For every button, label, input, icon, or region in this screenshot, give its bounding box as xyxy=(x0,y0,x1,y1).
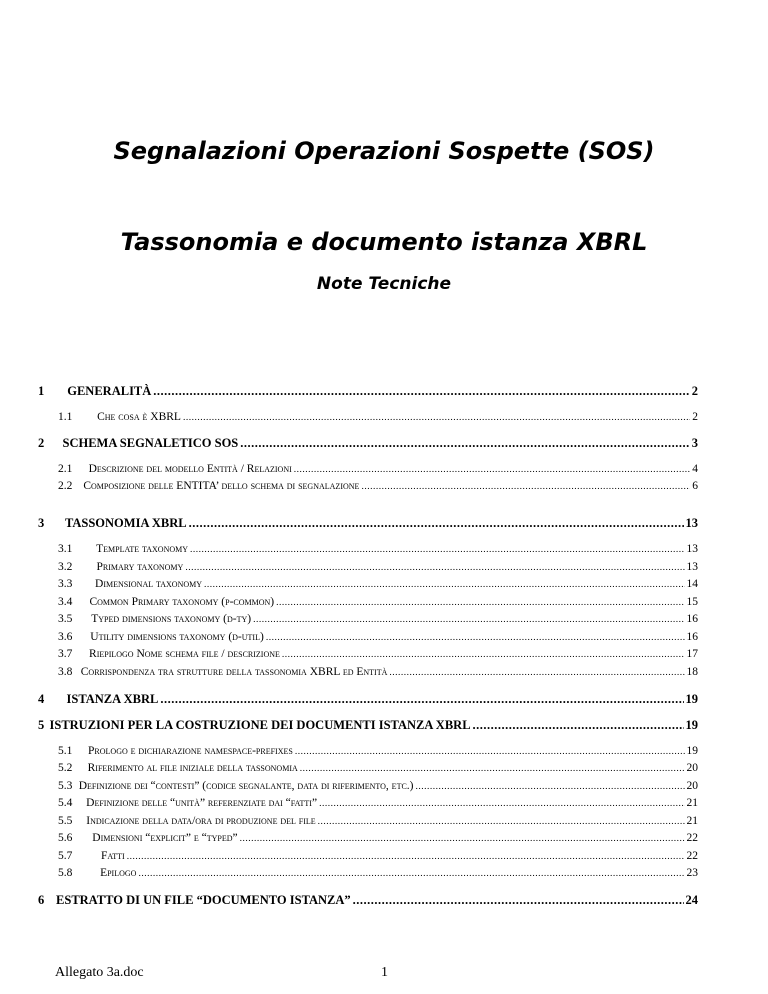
toc-entry-page: 18 xyxy=(686,666,698,678)
toc-dot-leader xyxy=(153,384,689,399)
toc-entry-label: Dimensional taxonomy xyxy=(95,578,203,590)
toc-entry-number: 3.7 xyxy=(58,648,73,660)
toc-entry-number: 5.4 xyxy=(58,797,73,809)
toc-entry-number: 3.3 xyxy=(58,578,73,590)
document-subtitle: Tassonomia e documento istanza XBRL xyxy=(120,228,648,256)
toc-section-entry[interactable] xyxy=(38,384,698,399)
toc-entry-page: 2 xyxy=(692,411,698,423)
toc-subsection-entry[interactable] xyxy=(58,797,698,809)
toc-dot-leader xyxy=(240,834,685,844)
toc-entry-label: GENERALITÀ xyxy=(67,384,152,398)
toc-entry-page: 20 xyxy=(686,762,698,774)
toc-entry-page: 20 xyxy=(686,780,698,792)
toc-dot-leader xyxy=(300,764,685,774)
footer-file-name: Allegato 3a.doc xyxy=(55,965,144,980)
toc-entry-page: 13 xyxy=(686,561,698,573)
toc-dot-leader xyxy=(160,692,683,707)
toc-dot-leader xyxy=(353,893,684,908)
toc-dot-leader xyxy=(240,436,690,451)
toc-entry-number: 5.5 xyxy=(58,815,73,827)
toc-entry-number: 3.1 xyxy=(58,543,73,555)
toc-subsection-entry[interactable] xyxy=(58,832,698,844)
toc-entry-page: 24 xyxy=(685,893,698,907)
toc-section-entry[interactable] xyxy=(38,893,698,908)
toc-dot-leader xyxy=(361,482,690,492)
toc-dot-leader xyxy=(276,598,684,608)
toc-subsection-entry[interactable] xyxy=(58,543,698,555)
toc-entry-page: 6 xyxy=(692,480,698,492)
toc-dot-leader xyxy=(266,633,685,643)
toc-entry-page: 19 xyxy=(686,745,698,757)
toc-entry-number: 5.3 xyxy=(58,780,73,792)
toc-subsection-entry[interactable] xyxy=(58,596,698,608)
toc-entry-label: SCHEMA SEGNALETICO SOS xyxy=(62,436,239,450)
toc-dot-leader xyxy=(190,545,684,555)
document-title: Segnalazioni Operazioni Sospette (SOS) xyxy=(113,137,655,165)
toc-dot-leader xyxy=(253,615,684,625)
toc-entry-label: Prologo e dichiarazione namespace-prefixes xyxy=(88,745,293,757)
toc-dot-leader xyxy=(282,650,685,660)
toc-entry-page: 21 xyxy=(686,815,698,827)
toc-subsection-entry[interactable] xyxy=(58,480,698,492)
toc-entry-number: 3.6 xyxy=(58,631,73,643)
toc-section-entry[interactable] xyxy=(38,516,698,531)
toc-subsection-entry[interactable] xyxy=(58,762,698,774)
toc-entry-label: Common Primary taxonomy (p-common) xyxy=(89,596,275,608)
toc-entry-label: Corrispondenza tra strutture della tassonomia XBRL ed Entità xyxy=(80,666,388,678)
toc-entry-number: 3.8 xyxy=(58,666,73,678)
toc-subsection-entry[interactable] xyxy=(58,463,698,475)
toc-entry-page: 16 xyxy=(686,631,698,643)
toc-entry-number: 5.1 xyxy=(58,745,73,757)
toc-dot-leader xyxy=(295,747,685,757)
toc-entry-number: 1 xyxy=(38,384,45,398)
toc-subsection-entry[interactable] xyxy=(58,666,698,678)
toc-entry-label: Composizione delle ENTITA’ dello schema di segnalazione xyxy=(83,480,360,492)
toc-entry-number: 5 xyxy=(38,718,45,732)
toc-entry-number: 4 xyxy=(38,692,45,706)
toc-entry-page: 13 xyxy=(686,543,698,555)
toc-entry-label: Riferimento al file iniziale della tassonomia xyxy=(87,762,298,774)
toc-dot-leader xyxy=(185,563,684,573)
toc-entry-number: 2.2 xyxy=(58,480,73,492)
toc-entry-label: Che cosa è XBRL xyxy=(97,411,181,423)
toc-subsection-entry[interactable] xyxy=(58,850,698,862)
toc-entry-page: 13 xyxy=(685,516,698,530)
toc-entry-label: Definizione dei “contesti” (codice segnalante, data di riferimento, etc.) xyxy=(78,780,414,792)
toc-entry-label: Dimensioni “explicit” e “typed” xyxy=(92,832,238,844)
toc-entry-number: 6 xyxy=(38,893,45,907)
toc-entry-page: 15 xyxy=(686,596,698,608)
toc-entry-label: Epilogo xyxy=(100,867,137,879)
toc-entry-page: 23 xyxy=(686,867,698,879)
toc-subsection-entry[interactable] xyxy=(58,745,698,757)
toc-entry-page: 21 xyxy=(686,797,698,809)
toc-entry-number: 3.4 xyxy=(58,596,73,608)
toc-entry-page: 4 xyxy=(692,463,698,475)
toc-entry-page: 14 xyxy=(686,578,698,590)
toc-entry-number: 1.1 xyxy=(58,411,73,423)
toc-subsection-entry[interactable] xyxy=(58,561,698,573)
toc-dot-leader xyxy=(138,869,684,879)
toc-entry-page: 22 xyxy=(686,832,698,844)
toc-dot-leader xyxy=(389,668,684,678)
toc-section-entry[interactable] xyxy=(38,718,698,733)
toc-entry-page: 19 xyxy=(685,692,698,706)
toc-section-entry[interactable] xyxy=(38,436,698,451)
toc-entry-number: 5.2 xyxy=(58,762,73,774)
toc-entry-label: Utility dimensions taxonomy (d-util) xyxy=(90,631,264,643)
toc-entry-label: Fatti xyxy=(100,850,125,862)
toc-entry-page: 17 xyxy=(686,648,698,660)
toc-entry-label: Riepilogo Nome schema file / descrizione xyxy=(89,648,280,660)
toc-entry-label: Primary taxonomy xyxy=(96,561,184,573)
toc-dot-leader xyxy=(204,580,684,590)
toc-subsection-entry[interactable] xyxy=(58,578,698,590)
toc-entry-number: 3 xyxy=(38,516,45,530)
toc-entry-number: 5.8 xyxy=(58,867,73,879)
toc-subsection-entry[interactable] xyxy=(58,648,698,660)
footer-page-number: 1 xyxy=(381,965,388,980)
toc-subsection-entry[interactable] xyxy=(58,411,698,423)
toc-entry-page: 2 xyxy=(691,384,698,398)
toc-entry-label: TASSONOMIA XBRL xyxy=(64,516,187,530)
toc-entry-page: 16 xyxy=(686,613,698,625)
toc-dot-leader xyxy=(416,782,685,792)
toc-entry-number: 5.7 xyxy=(58,850,73,862)
toc-entry-number: 3.5 xyxy=(58,613,73,625)
toc-entry-label: Descrizione del modello Entità / Relazioni xyxy=(88,463,292,475)
toc-entry-number: 3.2 xyxy=(58,561,73,573)
toc-dot-leader xyxy=(189,516,684,531)
toc-entry-label: ISTRUZIONI PER LA COSTRUZIONE DEI DOCUMENTI ISTANZA XBRL xyxy=(49,718,471,732)
toc-dot-leader xyxy=(127,852,685,862)
document-note-heading: Note Tecniche xyxy=(316,274,452,294)
toc-dot-leader xyxy=(294,465,690,475)
toc-entry-label: Typed dimensions taxonomy (d-ty) xyxy=(91,613,252,625)
toc-subsection-entry[interactable] xyxy=(58,780,698,792)
toc-dot-leader xyxy=(319,799,684,809)
toc-entry-page: 19 xyxy=(685,718,698,732)
toc-entry-label: Template taxonomy xyxy=(96,543,189,555)
toc-entry-label: ESTRATTO DI UN FILE “DOCUMENTO ISTANZA” xyxy=(56,893,351,907)
toc-entry-label: ISTANZA XBRL xyxy=(66,692,159,706)
toc-entry-page: 22 xyxy=(686,850,698,862)
toc-subsection-entry[interactable] xyxy=(58,815,698,827)
toc-subsection-entry[interactable] xyxy=(58,613,698,625)
toc-entry-label: Definizione delle “unità” referenziate dai “fatti” xyxy=(86,797,318,809)
toc-entry-number: 2.1 xyxy=(58,463,73,475)
toc-subsection-entry[interactable] xyxy=(58,867,698,879)
toc-dot-leader xyxy=(473,718,684,733)
toc-subsection-entry[interactable] xyxy=(58,631,698,643)
toc-entry-label: Indicazione della data/ora di produzione del file xyxy=(86,815,316,827)
toc-entry-number: 5.6 xyxy=(58,832,73,844)
toc-entry-number: 2 xyxy=(38,436,45,450)
toc-dot-leader xyxy=(318,817,685,827)
toc-entry-page: 3 xyxy=(691,436,698,450)
toc-dot-leader xyxy=(183,413,690,423)
toc-section-entry[interactable] xyxy=(38,692,698,707)
